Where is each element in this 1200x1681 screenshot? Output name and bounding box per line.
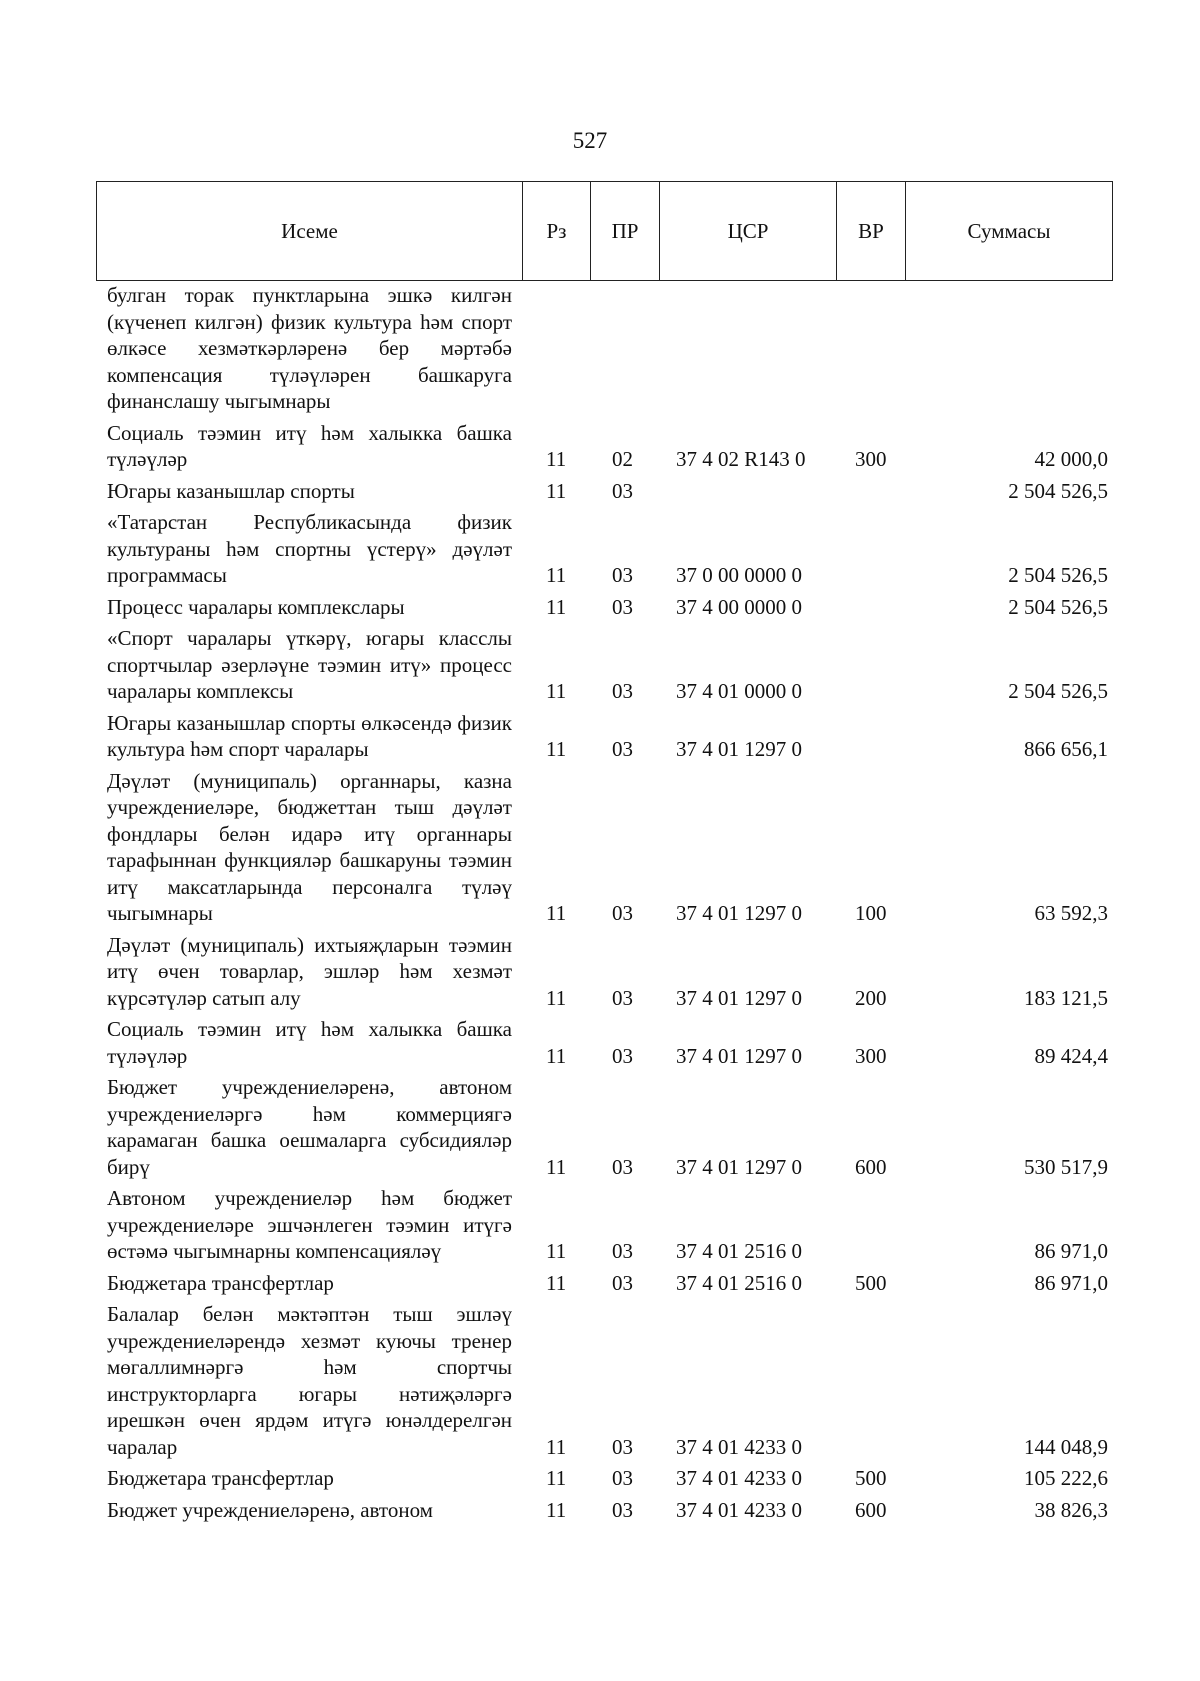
table-row — [0, 625, 1200, 705]
row-pr: 03 — [612, 563, 633, 587]
row-name: Бюджетара трансфертлар — [107, 1270, 334, 1295]
row-rz: 11 — [546, 447, 567, 471]
row-pr: 03 — [612, 679, 633, 703]
row-csr: 37 4 00 0000 0 — [676, 594, 802, 619]
row-csr: 37 4 01 4233 0 — [676, 1497, 802, 1522]
table-header — [96, 181, 1113, 281]
header-vr: ВР — [837, 182, 906, 281]
table-row — [0, 594, 1200, 621]
row-pr: 03 — [612, 594, 633, 619]
row-rz: 11 — [546, 1239, 567, 1263]
row-sum: 866 656,1 — [1024, 737, 1108, 761]
row-pr: 03 — [612, 1497, 633, 1522]
row-rz: 11 — [546, 1466, 567, 1490]
row-name: Югары казанышлар спорты — [107, 478, 355, 503]
table-row — [0, 768, 1200, 927]
row-sum: 530 517,9 — [1024, 1154, 1108, 1179]
row-csr: 37 4 01 2516 0 — [676, 1239, 802, 1263]
row-csr: 37 4 01 2516 0 — [676, 1270, 802, 1295]
row-name: Югары казанышлар спорты өлкәсендә физик культура һәм спорт чаралары — [107, 710, 512, 761]
header-csr: ЦСР — [660, 182, 837, 281]
row-pr: 02 — [612, 447, 633, 471]
table-row — [0, 1301, 1200, 1460]
row-vr: 300 — [855, 1043, 887, 1068]
row-csr: 37 4 01 1297 0 — [676, 1154, 802, 1179]
row-rz: 11 — [546, 737, 567, 761]
table-body — [0, 282, 1200, 1528]
row-sum: 42 000,0 — [1034, 447, 1108, 471]
table-row — [0, 282, 1200, 415]
row-sum: 183 121,5 — [1024, 985, 1108, 1010]
row-name: Дәүләт (муниципаль) органнары, казна учреждениеләре, бюджеттан тыш дәүләт фондлары белән идарә итү органнары тарафыннан функцияләр башкаруны тәэмин итү максатларында персоналга түләү чыгымнары — [107, 768, 512, 925]
table-row — [0, 1016, 1200, 1069]
row-name: Дәүләт (муниципаль) ихтыяҗларын тәэмин итү өчен товарлар, эшләр һәм хезмәт күрсәтүләр сатып алу — [107, 932, 512, 1010]
table-row — [0, 1074, 1200, 1180]
row-name: Автоном учреждениеләр һәм бюджет учреждениеләре эшчәнлеген тәэмин итүгә өстәмә чыгымнарны компенсацияләү — [107, 1186, 512, 1263]
row-rz: 11 — [546, 1497, 567, 1522]
table-row — [0, 710, 1200, 763]
page-number: 527 — [572, 128, 608, 153]
row-pr: 03 — [612, 1043, 633, 1068]
row-vr: 200 — [855, 985, 887, 1010]
row-sum: 89 424,4 — [1034, 1043, 1108, 1068]
row-name: Бюджетара трансфертлар — [107, 1466, 334, 1490]
row-pr: 03 — [612, 1466, 633, 1490]
table-row — [0, 1185, 1200, 1265]
row-rz: 11 — [546, 478, 567, 503]
row-sum: 2 504 526,5 — [1008, 478, 1108, 503]
row-csr: 37 0 00 0000 0 — [676, 563, 802, 587]
row-name: Бюджет учреждениеләренә, автоном — [107, 1497, 433, 1522]
row-rz: 11 — [546, 985, 567, 1010]
row-vr: 500 — [855, 1466, 887, 1490]
row-csr: 37 4 01 4233 0 — [676, 1434, 802, 1459]
row-sum: 86 971,0 — [1034, 1239, 1108, 1263]
row-csr: 37 4 01 1297 0 — [676, 985, 802, 1010]
row-rz: 11 — [546, 1154, 567, 1179]
row-pr: 03 — [612, 1434, 633, 1459]
row-sum: 86 971,0 — [1034, 1270, 1108, 1295]
row-sum: 144 048,9 — [1024, 1434, 1108, 1459]
row-csr: 37 4 01 1297 0 — [676, 1043, 802, 1068]
table-row — [0, 420, 1200, 473]
row-pr: 03 — [612, 737, 633, 761]
row-vr: 300 — [855, 447, 887, 471]
row-csr: 37 4 01 4233 0 — [676, 1466, 802, 1490]
row-vr: 100 — [855, 901, 887, 925]
table-row — [0, 1497, 1200, 1524]
table-row — [0, 932, 1200, 1012]
row-name: Социаль тәэмин итү һәм халыкка башка түләүләр — [107, 420, 512, 471]
row-sum: 2 504 526,5 — [1008, 594, 1108, 619]
row-csr: 37 4 01 1297 0 — [676, 737, 802, 761]
row-rz: 11 — [546, 901, 567, 925]
table-row — [0, 1270, 1200, 1297]
row-vr: 500 — [855, 1270, 887, 1295]
row-sum: 2 504 526,5 — [1008, 563, 1108, 587]
row-vr: 600 — [855, 1154, 887, 1179]
table-row — [0, 509, 1200, 589]
row-rz: 11 — [546, 563, 567, 587]
row-pr: 03 — [612, 985, 633, 1010]
header-name: Исеме — [97, 182, 523, 281]
row-sum: 38 826,3 — [1034, 1497, 1108, 1522]
row-rz: 11 — [546, 679, 567, 703]
row-vr: 600 — [855, 1497, 887, 1522]
row-name: Процесс чаралары комплекслары — [107, 594, 405, 619]
table-row — [0, 1465, 1200, 1492]
row-csr: 37 4 02 R143 0 — [676, 447, 806, 471]
row-pr: 03 — [612, 1270, 633, 1295]
row-rz: 11 — [546, 1270, 567, 1295]
row-sum: 63 592,3 — [1034, 901, 1108, 925]
row-pr: 03 — [612, 1154, 633, 1179]
row-name: булган торак пунктларына эшкә килгән (күченеп килгән) физик культура һәм спорт өлкәсе хезмәткәрләренә бер мәртәбә компенсация түләүләрен башкаруга финанслашу чыгымнары — [107, 283, 512, 413]
row-rz: 11 — [546, 1434, 567, 1459]
header-rz: Рз — [523, 182, 591, 281]
row-name: Бюджет учреждениеләренә, автоном учреждениеләргә һәм коммерциягә карамаган башка оешмаларга субсидияләр бирү — [107, 1075, 512, 1179]
row-name: Социаль тәэмин итү һәм халыкка башка түләүләр — [107, 1017, 512, 1068]
row-name: Балалар белән мәктәптән тыш эшләү учреждениеләрендә хезмәт куючы тренер мөгаллимнәргә һәм спортчы инструкторларга югары нәтиҗәләргә ирешкән өчен ярдәм итүгә юнәлдерелгән чаралар — [107, 1302, 512, 1459]
row-rz: 11 — [546, 1043, 567, 1068]
header-sum: Суммасы — [906, 182, 1113, 281]
row-sum: 105 222,6 — [1024, 1466, 1108, 1490]
row-rz: 11 — [546, 594, 567, 619]
row-pr: 03 — [612, 1239, 633, 1263]
row-name: «Татарстан Республикасында физик культураны һәм спортны үстерү» дәүләт программасы — [107, 510, 512, 587]
row-csr: 37 4 01 1297 0 — [676, 901, 802, 925]
row-csr: 37 4 01 0000 0 — [676, 679, 802, 703]
row-sum: 2 504 526,5 — [1008, 679, 1108, 703]
row-name: «Спорт чаралары үткәрү, югары класслы спортчылар әзерләүне тәэмин итү» процесс чаралары комплексы — [107, 626, 512, 703]
header-pr: ПР — [591, 182, 660, 281]
table-row — [0, 478, 1200, 505]
row-pr: 03 — [612, 901, 633, 925]
row-pr: 03 — [612, 478, 633, 503]
